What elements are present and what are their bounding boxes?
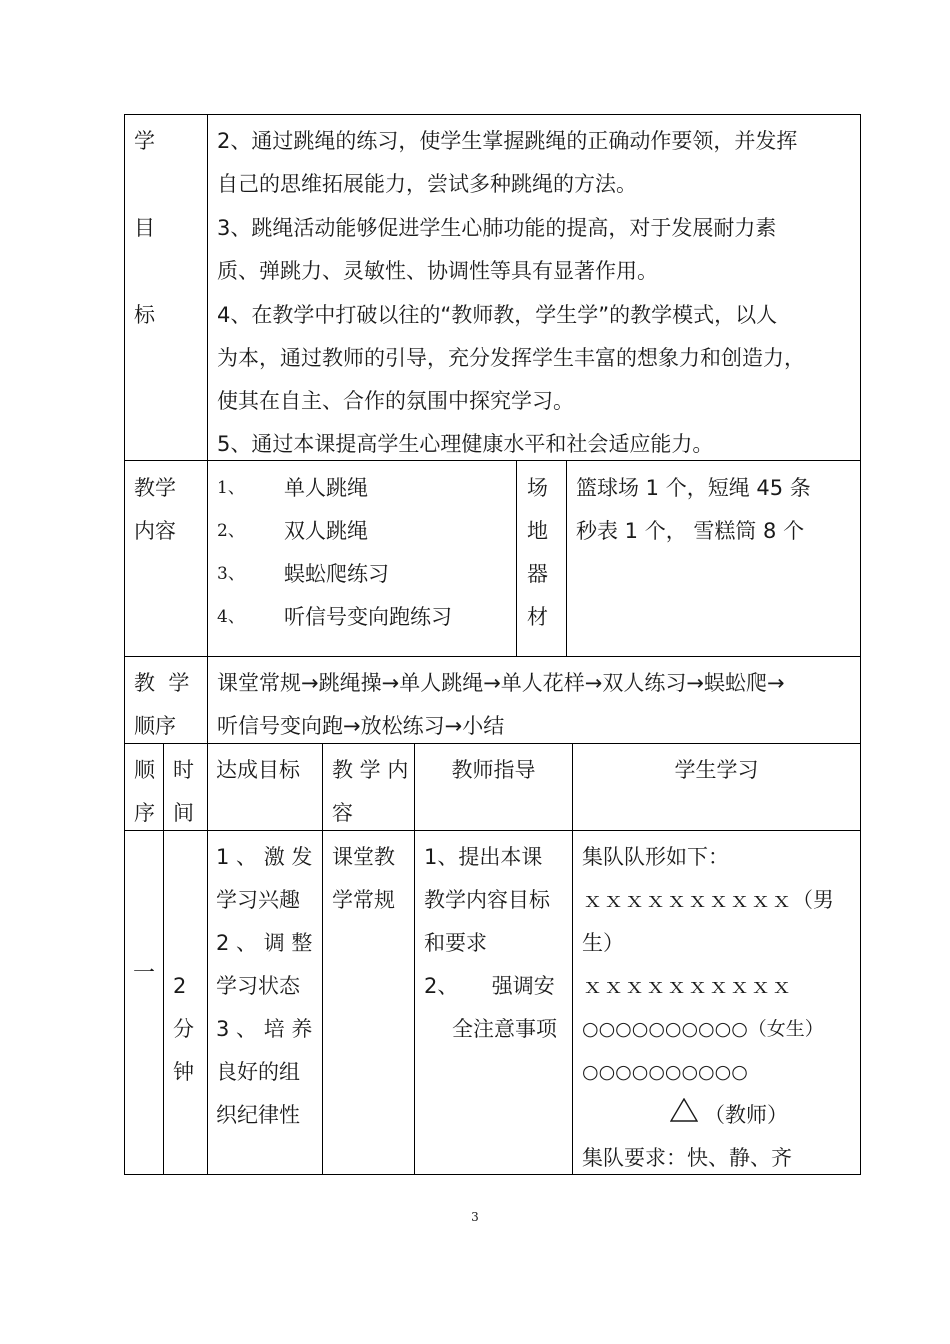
venue-label-char: 材 — [527, 605, 548, 629]
header-content: 教 学 内 — [332, 758, 409, 782]
table-border-right — [860, 114, 861, 1175]
row-student-line: ｘｘｘｘｘｘｘｘｘｘ（男 — [582, 888, 834, 912]
row-teacher-line: 2、 强调安 — [424, 974, 555, 998]
table-line-content-venue-left — [516, 460, 517, 657]
content-item-number: 4、 — [217, 607, 245, 627]
objective-line: 使其在自主、合作的氛围中探究学习。 — [217, 389, 574, 413]
row-student-line: ○○○○○○○○○○（女生） — [582, 1018, 824, 1040]
objectives-label-3: 标 — [134, 303, 155, 327]
table-line-content-venue-right — [566, 460, 567, 657]
header-teacher: 教师指导 — [451, 758, 536, 782]
row-time: 2 — [173, 974, 187, 998]
table-line-header-bottom — [124, 830, 861, 831]
table-line-teacher-student — [572, 743, 573, 1175]
row-student-line: 集队要求：快、静、齐 — [582, 1146, 792, 1170]
content-label-2: 内容 — [134, 519, 176, 543]
sequence-label-2: 顺序 — [134, 714, 176, 738]
objectives-label-1: 学 — [134, 129, 155, 153]
objective-line: 质、弹跳力、灵敏性、协调性等具有显著作用。 — [217, 259, 658, 283]
sequence-line: 听信号变向跑→放松练习→小结 — [217, 714, 505, 738]
content-item-text: 听信号变向跑练习 — [284, 605, 452, 629]
row-student-line: ○○○○○○○○○○ — [582, 1061, 748, 1083]
row-goal-line: 良好的组 — [216, 1060, 300, 1084]
objective-line: 5、通过本课提高学生心理健康水平和社会适应能力。 — [217, 432, 714, 456]
row-goal-line: 3 、 培 养 — [216, 1017, 313, 1041]
row-content-line: 学常规 — [332, 888, 395, 912]
row-goal-line: 织纪律性 — [216, 1103, 300, 1127]
page-number: 3 — [471, 1210, 479, 1224]
header-content: 容 — [332, 801, 353, 825]
table-line-content-bottom — [124, 656, 861, 657]
row-time: 钟 — [173, 1060, 194, 1084]
teacher-triangle-icon — [670, 1098, 698, 1122]
row-goal-line: 2 、 调 整 — [216, 931, 313, 955]
row-goal-line: 1 、 激 发 — [216, 845, 313, 869]
table-line-goal-content — [322, 743, 323, 1175]
header-time: 时 — [173, 758, 194, 782]
sequence-line: 课堂常规→跳绳操→单人跳绳→单人花样→双人练习→蜈蚣爬→ — [217, 671, 785, 695]
row-content-line: 课堂教 — [332, 845, 395, 869]
objectives-label-2: 目 — [134, 216, 155, 240]
objective-line: 4、在教学中打破以往的“教师教，学生学”的教学模式，以人 — [217, 303, 778, 327]
header-student: 学生学习 — [674, 758, 759, 782]
row-goal-line: 学习兴趣 — [216, 888, 300, 912]
content-item-text: 单人跳绳 — [284, 476, 368, 500]
table-border-left — [124, 114, 125, 1175]
table-line-content-teacher — [414, 743, 415, 1175]
objective-line: 3、跳绳活动能够促进学生心肺功能的提高，对于发展耐力素 — [217, 216, 777, 240]
content-item-text: 双人跳绳 — [284, 519, 368, 543]
content-item-text: 蜈蚣爬练习 — [284, 562, 389, 586]
row-order: 一 — [133, 961, 156, 986]
row-teacher-line: 和要求 — [424, 931, 487, 955]
venue-label-char: 器 — [527, 562, 548, 586]
content-item-number: 1、 — [217, 478, 245, 498]
row-student-line: 集队队形如下： — [582, 845, 729, 869]
row-time: 分 — [173, 1017, 194, 1041]
objective-line: 自己的思维拓展能力，尝试多种跳绳的方法。 — [217, 172, 637, 196]
objective-line: 2、通过跳绳的练习，使学生掌握跳绳的正确动作要领，并发挥 — [217, 129, 798, 153]
header-order: 序 — [134, 801, 155, 825]
row-teacher-line: 1、提出本课 — [424, 845, 543, 869]
content-item-number: 2、 — [217, 521, 245, 541]
content-label-1: 教学 — [134, 476, 176, 500]
equipment-line: 秒表 1 个， 雪糕筒 8 个 — [576, 519, 805, 543]
objective-line: 为本，通过教师的引导，充分发挥学生丰富的想象力和创造力， — [217, 346, 805, 370]
venue-label-char: 地 — [527, 519, 548, 543]
table-line-order-time — [163, 743, 164, 1175]
header-order: 顺 — [134, 758, 155, 782]
table-line-label-divider — [207, 114, 208, 1175]
row-student-line: （教师） — [704, 1103, 788, 1127]
row-goal-line: 学习状态 — [216, 974, 300, 998]
row-teacher-line: 教学内容目标 — [424, 888, 550, 912]
row-teacher-line: 全注意事项 — [452, 1017, 557, 1041]
header-goal: 达成目标 — [216, 758, 300, 782]
row-student-line: ｘｘｘｘｘｘｘｘｘｘ — [582, 974, 792, 998]
header-time: 间 — [173, 801, 194, 825]
sequence-label-1: 教 学 — [134, 671, 190, 695]
table-border-top — [124, 114, 861, 115]
content-item-number: 3、 — [217, 564, 245, 584]
equipment-line: 篮球场 1 个，短绳 45 条 — [576, 476, 811, 500]
row-student-line: 生） — [582, 931, 624, 955]
venue-label-char: 场 — [527, 476, 548, 500]
